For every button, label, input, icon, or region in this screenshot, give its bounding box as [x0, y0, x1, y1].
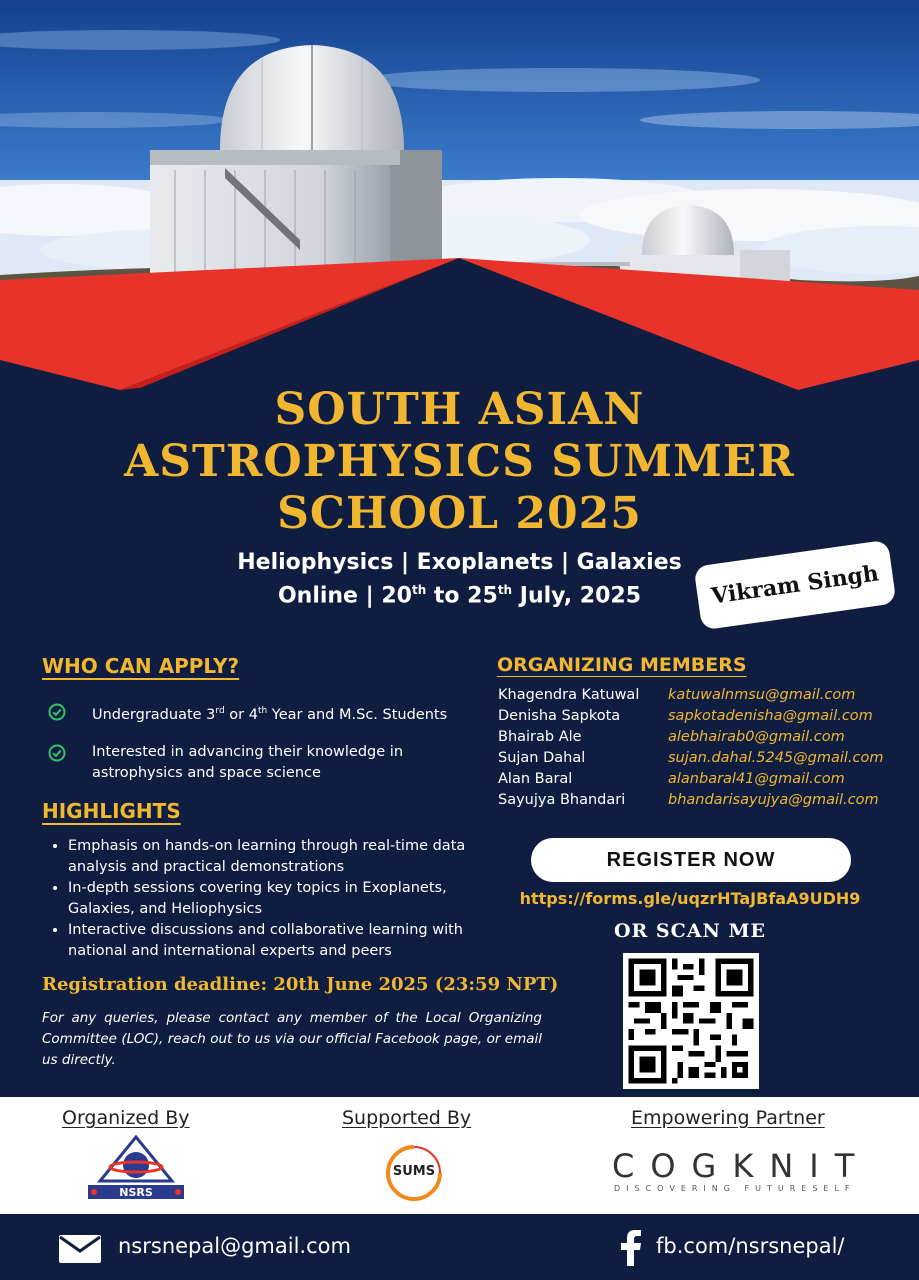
nsrs-logo: NSRS [82, 1131, 190, 1203]
highlight-item: • In-depth sessions covering key topics in Exoplanets, Galaxies, and Heliophysics [68, 878, 508, 920]
supported-by-label: Supported By [342, 1107, 472, 1129]
topics-subtitle: Heliophysics | Exoplanets | Galaxies [237, 550, 682, 575]
member-email[interactable]: alebhairab0@gmail.com [668, 729, 845, 745]
scan-me-label: OR SCAN ME [613, 920, 767, 942]
criterion-interest: Interested in advancing their knowledge in astrophysics and space science [48, 742, 448, 784]
facebook-icon [620, 1230, 642, 1266]
criterion-undergraduate: Undergraduate 3rd or 4th Year and M.Sc. Students [48, 701, 448, 726]
title-line-3: SCHOOL 2025 [277, 488, 642, 539]
footer [0, 1214, 919, 1280]
member-email[interactable]: alanbaral41@gmail.com [668, 771, 845, 787]
registration-qr-code[interactable] [623, 953, 759, 1089]
poster: SOUTH ASIAN ASTROPHYSICS SUMMER SCHOOL 2025 Heliophysics | Exoplanets | Galaxies Online | 20th to 25th July, 2025 Vikram Singh WHO CAN APPLY? Undergraduate 3rd or 4th Year and M.Sc. Students Interested in advancing their knowledge in astrophysics and space science HIGHLIGHTS • Emphasis on hands-on learning through real-time data analysis and practical demonstrations • In-depth sessions covering key topics in Exoplanets, Galaxies, and Heliophysics • Interactive discussions and collaborative learning with national and international experts and peers Registration deadline: 20th June 2025 (23:59 NPT) For any queries, please contact any member of the Local Organizing Committee (LOC), reach out to us via our official Facebook page, or email us directly. ORGANIZING MEMBERS Khagendra Katuwal katuwalnmsu@gmail.com Denisha Sapkota sapkotadenisha@gmail.com Bhairab Ale alebhairab0@gmail.com Sujan Dahal sujan.dahal.5245@gmail.com Alan Baral alanbaral41@gmail.com Sayujya Bhandari bhandarisayujya@gmail.com REGISTER NOW https://forms.gle/uqzrHTaJBfaA9UDH9 OR SCAN ME Organized By Supported By Empowering Partner NSRS SUMS COGKNIT DISCOVERING FUTURESELF nsrsnepal@gmail.com fb.com/nsrsnepal/ [0, 0, 919, 1280]
member-email[interactable]: sapkotadenisha@gmail.com [668, 708, 873, 724]
who-can-apply-heading: WHO CAN APPLY? [42, 654, 240, 678]
check-circle-icon [48, 744, 66, 762]
cogknit-tagline: DISCOVERING FUTURESELF [614, 1184, 856, 1193]
highlights-heading: HIGHLIGHTS [42, 799, 181, 823]
highlight-item: • Interactive discussions and collaborative learning with national and international experts and peers [68, 920, 508, 962]
highlights-list [48, 836, 508, 962]
member-email[interactable]: katuwalnmsu@gmail.com [668, 687, 856, 703]
member-email[interactable]: bhandarisayujya@gmail.com [668, 792, 879, 808]
registration-link[interactable]: https://forms.gle/uqzrHTaJBfaA9UDH9 [519, 889, 861, 908]
member-email[interactable]: sujan.dahal.5245@gmail.com [668, 750, 884, 766]
queries-note: For any queries, please contact any member of the Local Organizing Committee (LOC), reach out to us via our official Facebook page, or email us directly. [42, 1010, 542, 1068]
registration-deadline: Registration deadline: 20th June 2025 (23:59 NPT) [42, 974, 559, 995]
empowering-partner-label: Empowering Partner [631, 1107, 825, 1129]
chevron-banner [0, 250, 919, 400]
name-stamp: Vikram Singh [694, 540, 897, 631]
highlight-item: • Emphasis on hands-on learning through real-time data analysis and practical demonstrations [68, 836, 508, 878]
date-subtitle: Online | 20th to 25th July, 2025 [277, 583, 642, 609]
footer-facebook[interactable]: fb.com/nsrsnepal/ [656, 1234, 845, 1258]
cogknit-logo: COGKNIT [612, 1147, 871, 1185]
organized-by-label: Organized By [62, 1107, 190, 1129]
register-now-button[interactable]: REGISTER NOW [531, 838, 851, 882]
organizing-members-heading: ORGANIZING MEMBERS [497, 654, 747, 676]
footer-email[interactable]: nsrsnepal@gmail.com [118, 1234, 351, 1258]
sums-logo: SUMS [376, 1143, 452, 1203]
email-icon [58, 1234, 102, 1264]
sponsors-strip [0, 1097, 919, 1214]
check-circle-icon [48, 703, 66, 721]
title-line-1: SOUTH ASIAN [274, 384, 645, 435]
title-line-2: ASTROPHYSICS SUMMER [124, 436, 795, 487]
